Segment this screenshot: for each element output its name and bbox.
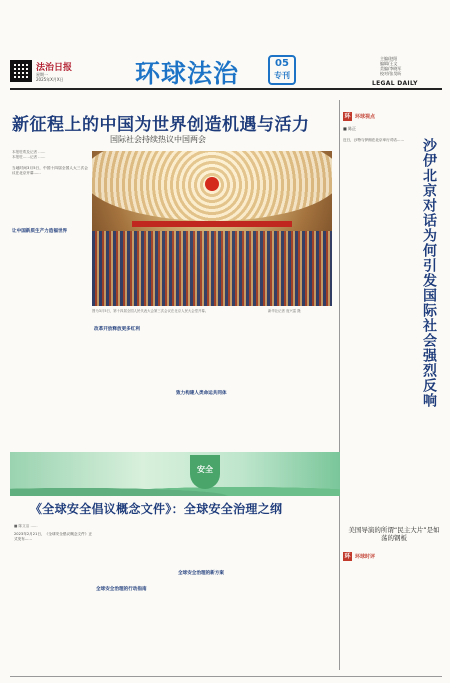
- bottom-subhead: 全球安全治理的新方案: [178, 571, 224, 576]
- issue-badge: [268, 55, 296, 85]
- section-tag-icon: 环: [344, 553, 351, 560]
- editor-line: 编辑/王文: [380, 61, 398, 66]
- bottom-text-block: 2023年2月21日，《全球安全倡议概念文件》正式发布……: [14, 532, 92, 541]
- masthead-date: 2025年X月X日: [36, 77, 64, 82]
- main-byline: [12, 150, 46, 160]
- byline-line: 本报驻埃及记者 ……: [12, 150, 46, 154]
- editor-credits: [380, 56, 401, 76]
- right-secondary-headline[interactable]: 美国导演的所谓“民主大片”是如荡的钢板: [348, 526, 440, 542]
- right-author: ■ 陈正: [343, 126, 357, 131]
- masthead-weekday: 星期一: [36, 72, 48, 77]
- bottom-byline: ■ 陈文洁 ……: [14, 524, 38, 528]
- editor-line: 美编/李晓军: [380, 66, 402, 71]
- qr-code-icon: [10, 60, 32, 82]
- section-tag-icon: 环: [344, 113, 351, 120]
- bottom-subhead: 全球安全治理的行动指南: [96, 587, 147, 592]
- bottom-text-block: [178, 532, 256, 672]
- bottom-text-block: [96, 532, 174, 672]
- article-text-block: [12, 236, 88, 436]
- photo-stage-banner: [132, 221, 292, 227]
- article-text-block: [176, 318, 254, 434]
- bottom-text-block: [260, 532, 336, 672]
- congress-photo[interactable]: [92, 151, 332, 306]
- right-section-header-2: [343, 552, 441, 561]
- legal-daily-wordmark: LEGAL DAILY: [372, 80, 418, 87]
- photo-credit: 新华社记者 庞兴雷 摄: [268, 309, 301, 313]
- right-section-header: [343, 112, 441, 121]
- photo-caption: 图为3月5日，第十四届全国人民代表大会第三次会议在北京人民大会堂开幕。: [92, 309, 209, 313]
- banner-hills-shape: [10, 482, 340, 496]
- paper-logo: 法治日报: [36, 63, 73, 73]
- article-subhead: 让中国新质生产力造福世界: [12, 229, 68, 234]
- editor-line: 主编/赵阳: [380, 56, 398, 61]
- security-banner-graphic: [10, 452, 340, 496]
- footer-divider: [10, 676, 442, 677]
- article-subhead: 致力构建人类命运共同体: [176, 391, 227, 396]
- article-text-block: [94, 334, 172, 434]
- main-headline[interactable]: 新征程上的中国为世界创造机遇与活力: [12, 115, 310, 135]
- section-tag: 环球时评: [355, 554, 376, 560]
- column-divider: [339, 100, 340, 670]
- photo-star-emblem: [205, 177, 219, 191]
- section-tag: 环球视点: [355, 114, 376, 120]
- article-subhead: 改革开放释放更多红利: [94, 327, 140, 332]
- masthead-divider: [10, 88, 442, 90]
- article-text-block: [258, 318, 336, 434]
- photo-audience: [92, 231, 332, 306]
- bottom-headline[interactable]: 《全球安全倡议概念文件》：全球安全治理之纲: [30, 502, 283, 516]
- article-text-block: 当地时间3月5日，中国十四届全国人大三次会议在北京开幕……: [12, 166, 88, 175]
- main-subheadline: 国际社会持续热议中国两会: [110, 135, 206, 144]
- issue-label: 专刊: [274, 71, 290, 80]
- issue-number: 05: [275, 58, 289, 69]
- right-text-block: 近日，沙特与伊朗在北京举行对话……: [343, 138, 405, 142]
- byline-line: 本报驻……记者 ……: [12, 155, 46, 159]
- right-vertical-headline[interactable]: 沙伊北京对话为何引发国际社会强烈反响: [421, 138, 437, 408]
- editor-line: 校对/张昊昕: [380, 71, 402, 76]
- masthead-meta: [36, 72, 64, 82]
- masthead: [0, 0, 450, 88]
- right-text-block: [343, 566, 441, 672]
- shield-icon: 安全: [190, 455, 220, 489]
- section-title: 环球法治: [135, 59, 240, 88]
